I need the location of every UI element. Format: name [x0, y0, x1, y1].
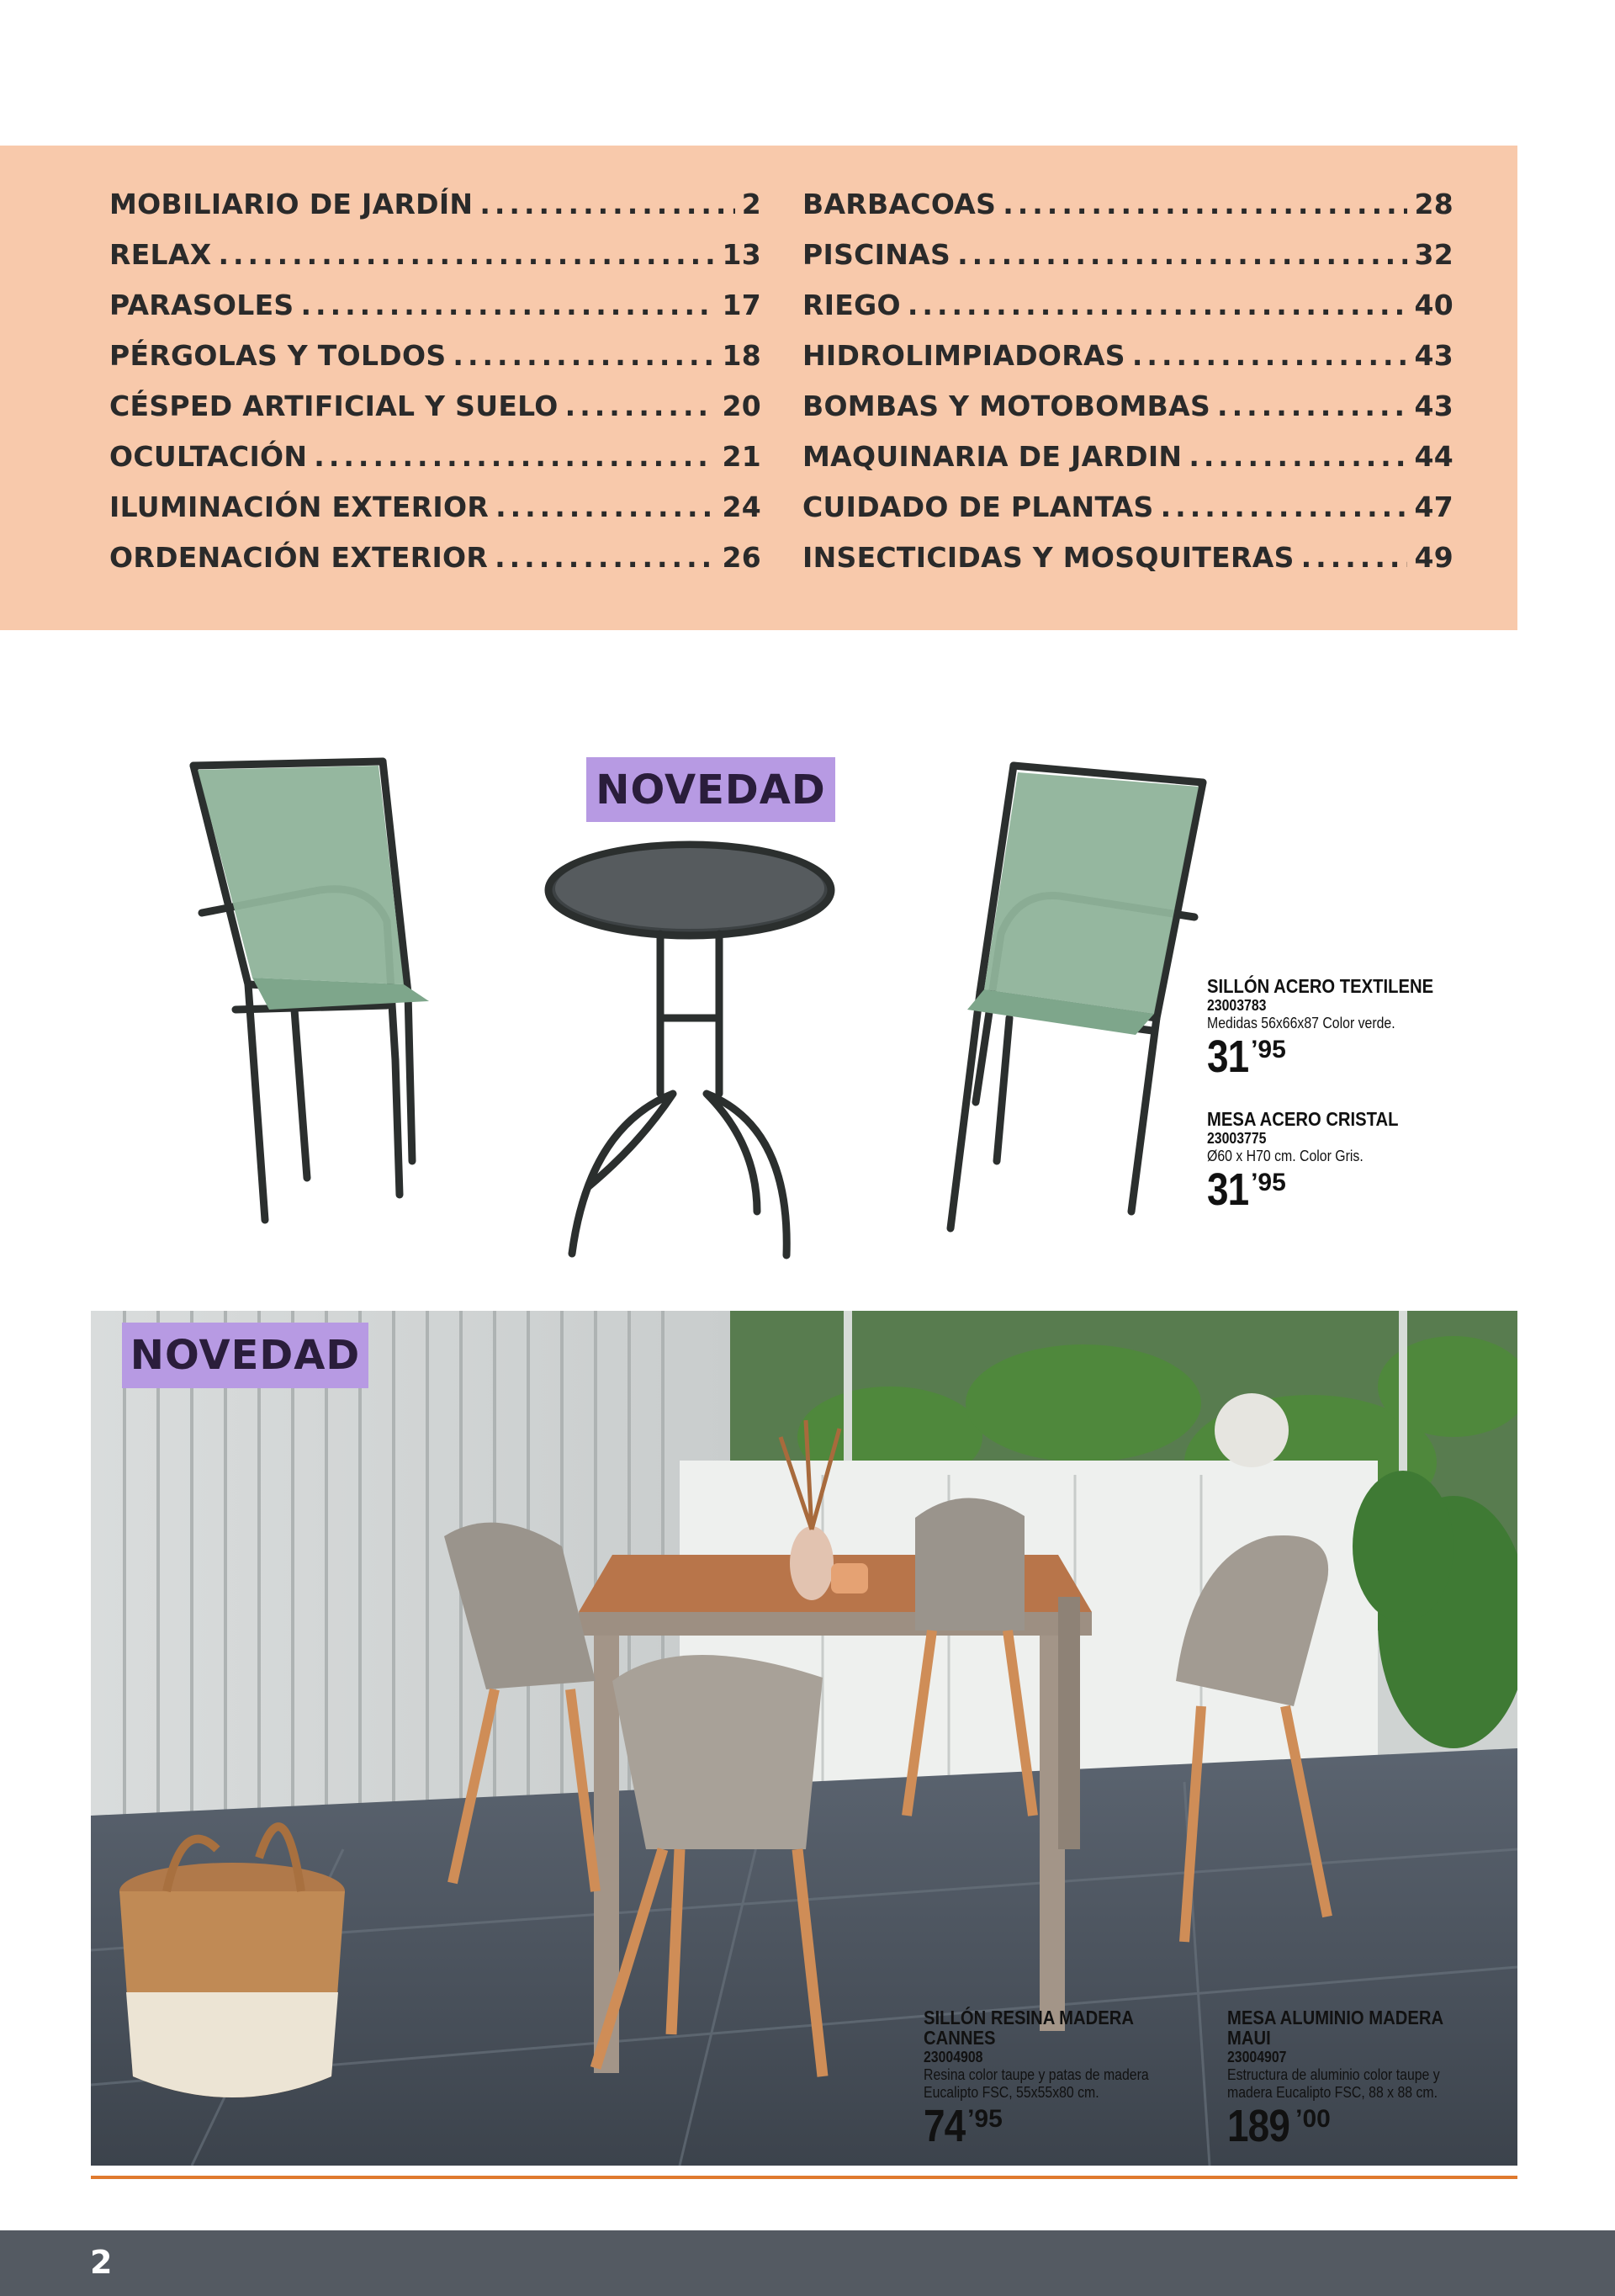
- product-description: Ø60 x H70 cm. Color Gris.: [1207, 1148, 1363, 1164]
- toc-dot-leader: [453, 339, 715, 372]
- toc-entry-label: INSECTICIDAS Y MOSQUITERAS: [802, 541, 1295, 574]
- product-ref: 23003783: [1207, 997, 1267, 1014]
- toc-entry-label: RELAX: [109, 238, 212, 271]
- toc-dot-leader: [301, 289, 716, 321]
- novedad-badge-bottom: NOVEDAD: [122, 1323, 368, 1388]
- product-price: [924, 2103, 1179, 2149]
- toc-entry-page: 44: [1414, 440, 1454, 473]
- toc-entry-page: 43: [1414, 390, 1454, 422]
- toc-entry-page: 17: [722, 289, 761, 321]
- toc-dot-leader: [1132, 339, 1408, 372]
- product-name-line2: CANNES: [924, 2027, 996, 2049]
- price-integer: 31: [1207, 1031, 1249, 1082]
- product-name: MESA ACERO CRISTAL: [1207, 1108, 1399, 1130]
- accent-divider: [91, 2176, 1517, 2179]
- toc-entry[interactable]: [802, 390, 1454, 440]
- product-price: [1227, 2103, 1473, 2149]
- toc-entry[interactable]: [802, 188, 1454, 238]
- product-description: Medidas 56x66x87 Color verde.: [1207, 1015, 1395, 1031]
- toc-entry[interactable]: [802, 289, 1454, 339]
- toc-dot-leader: [495, 541, 715, 574]
- product-name-line2: MAUI: [1227, 2027, 1271, 2049]
- toc-dot-leader: [908, 289, 1408, 321]
- product-ref: 23003775: [1207, 1130, 1267, 1147]
- toc-left-column: [109, 188, 761, 591]
- price-integer: 31: [1207, 1164, 1249, 1215]
- toc-entry-page: 47: [1414, 490, 1454, 523]
- toc-entry-page: 32: [1414, 238, 1454, 271]
- toc-dot-leader: [314, 440, 715, 473]
- toc-entry-page: 26: [722, 541, 761, 574]
- toc-entry-label: ORDENACIÓN EXTERIOR: [109, 541, 489, 574]
- price-decimal: ’00: [1295, 2105, 1331, 2133]
- novedad-badge-top: NOVEDAD: [586, 757, 835, 822]
- product-price: [1207, 1031, 1464, 1082]
- toc-entry[interactable]: [802, 541, 1454, 591]
- page-footer: [0, 2230, 1615, 2296]
- product-ref: 23004907: [1227, 2049, 1287, 2065]
- table-of-contents: [0, 146, 1517, 630]
- price-decimal: ’95: [1251, 1036, 1286, 1063]
- toc-entry-page: 21: [722, 440, 761, 473]
- toc-entry[interactable]: [109, 289, 761, 339]
- toc-dot-leader: [1217, 390, 1407, 422]
- toc-entry-label: BOMBAS Y MOTOBOMBAS: [802, 390, 1211, 422]
- product-description-line1: Resina color taupe y patas de madera: [924, 2066, 1149, 2083]
- toc-entry-label: PARASOLES: [109, 289, 294, 321]
- toc-entry-page: 18: [722, 339, 761, 372]
- toc-entry[interactable]: [802, 238, 1454, 289]
- toc-entry-label: HIDROLIMPIADORAS: [802, 339, 1125, 372]
- product-ref: 23004908: [924, 2049, 983, 2065]
- toc-entry-page: 28: [1414, 188, 1454, 220]
- product-name: SILLÓN ACERO TEXTILENE: [1207, 975, 1434, 997]
- price-decimal: ’95: [1251, 1169, 1286, 1196]
- toc-entry-label: MOBILIARIO DE JARDÍN: [109, 188, 474, 220]
- toc-entry[interactable]: [109, 390, 761, 440]
- toc-dot-leader: [1189, 440, 1407, 473]
- product-name-line1: SILLÓN RESINA MADERA: [924, 2007, 1135, 2028]
- toc-entry-label: RIEGO: [802, 289, 901, 321]
- toc-dot-leader: [565, 390, 716, 422]
- product-description-line2: Eucalipto FSC, 55x55x80 cm.: [924, 2084, 1099, 2101]
- product-price: [1207, 1164, 1425, 1215]
- product-sillon-cannes: [924, 2007, 1179, 2149]
- toc-entry-label: ILUMINACIÓN EXTERIOR: [109, 490, 490, 523]
- toc-entry[interactable]: [109, 440, 761, 490]
- toc-entry-page: 20: [722, 390, 761, 422]
- toc-dot-leader: [218, 238, 715, 271]
- toc-entry-page: 24: [722, 490, 761, 523]
- product-description-line1: Estructura de aluminio color taupe y: [1227, 2066, 1440, 2083]
- toc-entry-label: OCULTACIÓN: [109, 440, 308, 473]
- toc-entry[interactable]: [109, 490, 761, 541]
- toc-dot-leader: [1161, 490, 1408, 523]
- toc-entry-page: 13: [722, 238, 761, 271]
- product-sillon-textilene: [1207, 975, 1464, 1082]
- price-decimal: ’95: [967, 2105, 1003, 2133]
- toc-entry-label: PÉRGOLAS Y TOLDOS: [109, 339, 447, 372]
- toc-entry[interactable]: [109, 339, 761, 390]
- toc-entry-page: 40: [1414, 289, 1454, 321]
- toc-dot-leader: [1003, 188, 1407, 220]
- toc-entry[interactable]: [802, 440, 1454, 490]
- toc-entry-page: 49: [1414, 541, 1454, 574]
- toc-entry[interactable]: [802, 339, 1454, 390]
- toc-entry-label: MAQUINARIA DE JARDIN: [802, 440, 1183, 473]
- toc-entry[interactable]: [109, 238, 761, 289]
- product-mesa-maui: [1227, 2007, 1473, 2149]
- toc-entry-page: 43: [1414, 339, 1454, 372]
- toc-entry-label: BARBACOAS: [802, 188, 997, 220]
- toc-dot-leader: [495, 490, 715, 523]
- page-number: 2: [90, 2244, 113, 2281]
- price-integer: 189: [1227, 2101, 1290, 2151]
- toc-right-column: [802, 188, 1454, 591]
- price-integer: 74: [924, 2101, 966, 2151]
- toc-entry[interactable]: [109, 541, 761, 591]
- toc-entry[interactable]: [109, 188, 761, 238]
- toc-dot-leader: [479, 188, 734, 220]
- toc-dot-leader: [957, 238, 1407, 271]
- toc-entry-label: CUIDADO DE PLANTAS: [802, 490, 1154, 523]
- toc-dot-leader: [1301, 541, 1408, 574]
- toc-entry[interactable]: [802, 490, 1454, 541]
- product-name-line1: MESA ALUMINIO MADERA: [1227, 2007, 1444, 2028]
- toc-entry-label: PISCINAS: [802, 238, 951, 271]
- toc-entry-page: 2: [741, 188, 761, 220]
- toc-entry-label: CÉSPED ARTIFICIAL Y SUELO: [109, 390, 559, 422]
- product-mesa-cristal: [1207, 1108, 1425, 1215]
- product-description-line2: madera Eucalipto FSC, 88 x 88 cm.: [1227, 2084, 1438, 2101]
